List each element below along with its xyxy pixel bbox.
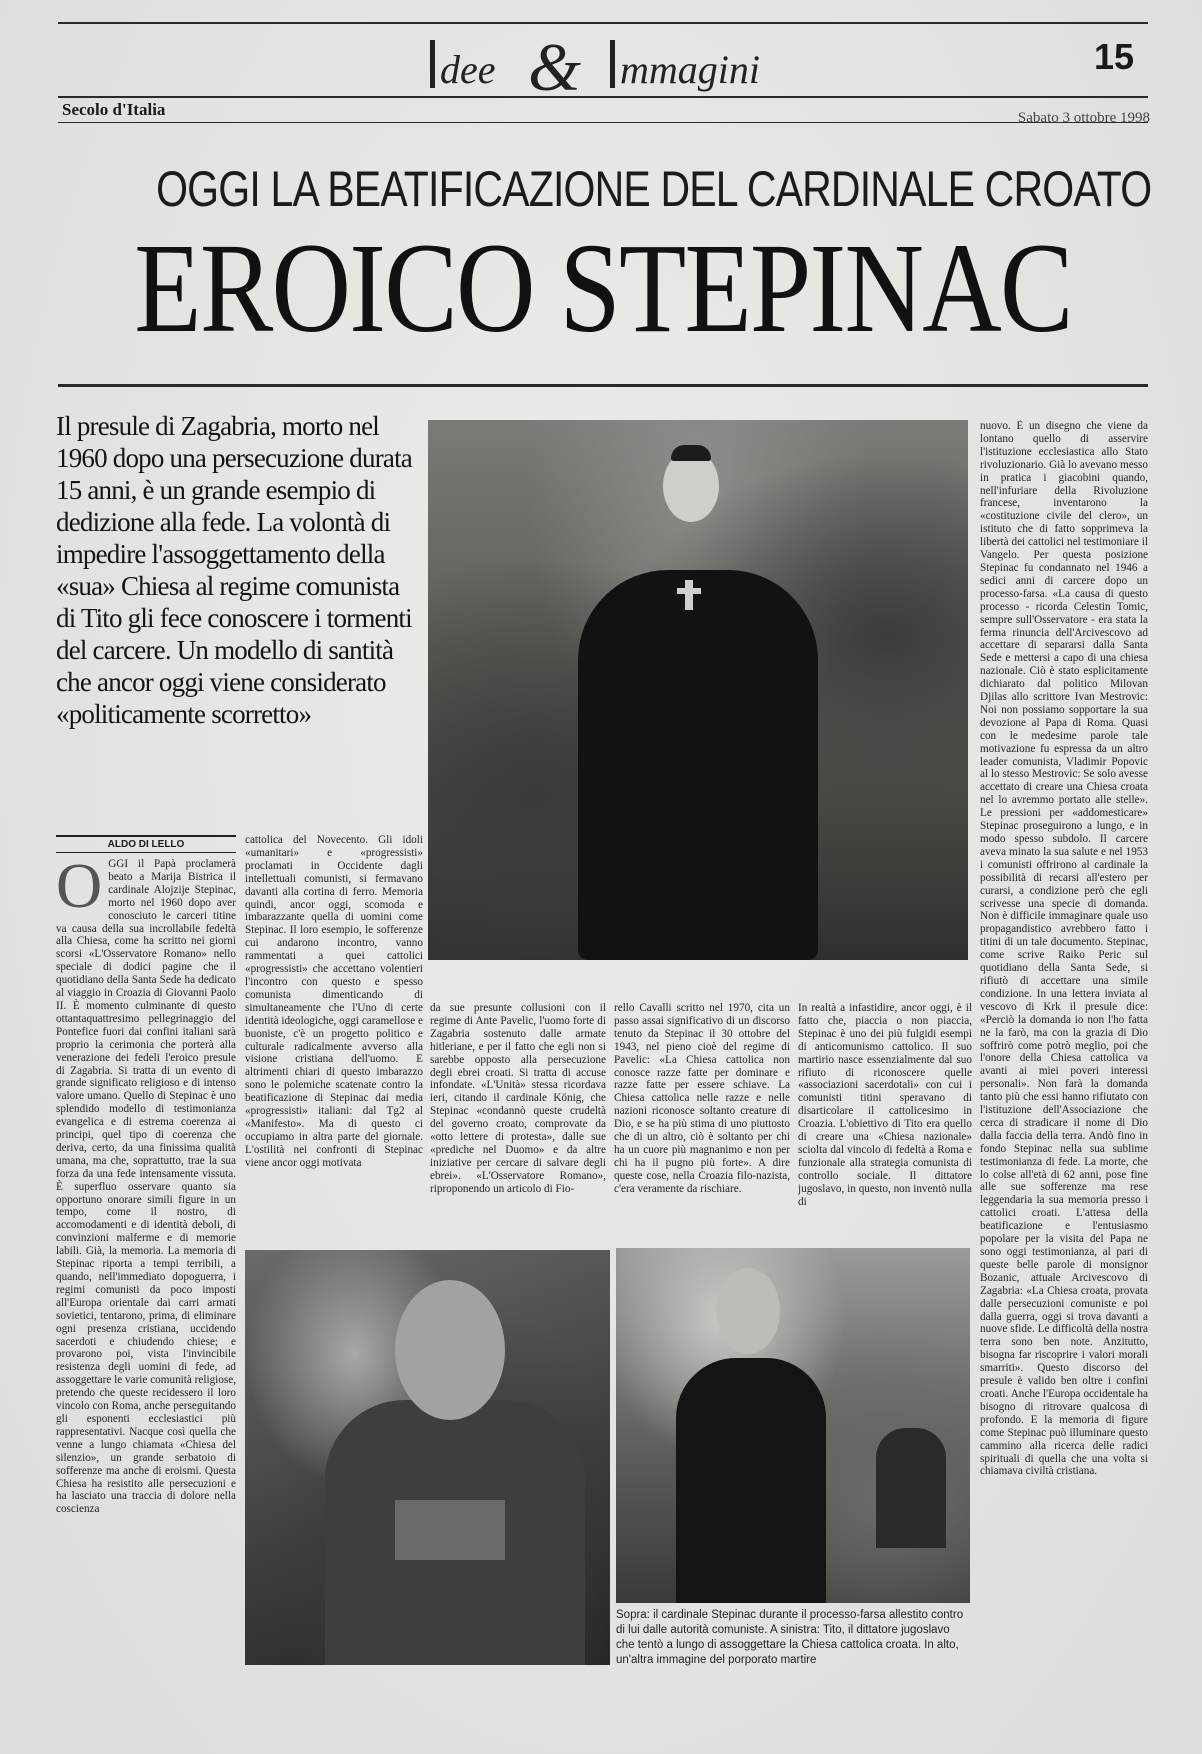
section-title	[430, 28, 790, 105]
drop-cap: O	[56, 858, 103, 921]
page-number: 15	[1094, 36, 1135, 77]
figure-cap	[671, 445, 711, 461]
headline-rule-bottom	[58, 384, 1148, 387]
article-column-3	[430, 1002, 606, 1239]
tito-head	[395, 1280, 505, 1420]
trial-figure-head	[716, 1268, 780, 1354]
photo-stepinac-trial	[616, 1248, 970, 1603]
column-6-text: nuovo. È un disegno che viene da lontano quello di asservire l'istituzione ecclesiastica allo Stato rivoluzionario. Già lo avevano messo in pratica i giacobini quando, nell'infuriare della Rivoluzione francese, inventarono la «costituzione civile del clero», un istituto che di fatto sopprimeva la libertà dei cattolici nel testimoniare il Vangelo. Per questa posizione Stepinac fu condannato nel 1946 a sedici anni di carcere dopo un processo-farsa. «La causa di questo processo - ricorda Celestin Tomic, sempre sull'Osservatore - era stata la ferma rinuncia dell'Arcivescovo ad accettare di separarsi dalla Santa Sede e mettersi a capo di una chiesa nazionale. Ciò è stato esplicitamente dichiarato dal politico Milovan Djilas allo scrittore Ivan Mestrovic: Noi non possiamo sopportare la sua devozione al Papa di Roma. Quasi con le medesime parole tale motivazione fu espressa da un altro leader comunista, Vladimir Popovic al lo stesso Mestrovic: Se solo avesse accettato di creare una Chiesa croata nel lo avremmo portato alle stelle». Le pressioni per «addomesticare» Stepinac proseguirono a lungo, e in modo spesso subdolo. Il carcere aveva minato la sua salute e nel 1953 i comunisti offrirono al cardinale la possibilità di recarsi all'estero per curarsi, a condizione però che egli scrivesse una specie di domanda. Non è difficile immaginare quale uso propagandistico avrebbero fatto i titini di un tale documento. Stepinac, come scrive Raiko Peric sul quotidiano della Santa Sede, si rifiutò di accettare una simile condizione. In una lettera inviata al vescovo di Krk il presule dice: «Perciò la domanda io non l'ho fatta ne la farò, ma con la grazia di Dio soffrirò come potrò meglio, poi che l'onore della Chiesa cattolica va avanti ai miei poveri interessi personali». Non farà la domanda tanto più che essi hanno rifiutato con l'istituzione dell'Associazione che cerca di stradicare il nome di Dio dalla faccia della terra. Andò fino in fondo Stepinac nella sua sublime testimonianza di fede. La morte, che lo colse all'età di 62 anni, pose fine alle sue sofferenze ma rese leggendaria la sua memoria presso i cattolici croati. L'attesa della beatificazione e l'entusiasmo popolare per la visita del Papa ne sono oggi testimonianza, al pari di queste belle parole di monsignor Bozanic, attuale Arcivescovo di Zagabria: «La Chiesa croata, provata dalle persecuzioni comuniste e poi dalla guerra, oggi si trova davanti a nuove sfide. Le difficoltà della nostra terra sono ben note. Anzitutto, bisogna far riscoprire i valori morali smarriti». Questo discorso del presule è valido ben oltre i confini croati. Anche l'Europa occidentale ha bisogno di ritrovare qualcosa di profondo. E la memoria di figure come Stepinac può illuminare questo cammino alla ricerca delle radici spirituali di quella che una volta si chiamava civiltà cristiana.	[980, 420, 1148, 1478]
article-column-2	[245, 834, 423, 1239]
figure-cassock	[578, 570, 818, 960]
issue-date: Sabato 3 ottobre 1998	[1017, 110, 1150, 126]
column-3-text: da sue presunte collusioni con il regime di Ante Pavelic, l'uomo forte di Zagabria sostenuto dalle armate hitleriane, e per il fatto che egli non si sarebbe opposto alla persecuzione degli ebrei croati. Si tratta di accuse infondate. «L'Unità» stessa ricordava ieri, citando il cardinale König, che Stepinac «condannò queste crudeltà del governo croato, comprovate da «otto lettere di protesta», dalle sue «prediche nel Duomo» e da altre iniziative per cercare di salvare degli ebrei». «L'Osservatore Romano», riproponendo un articolo di Fio-	[430, 1002, 606, 1195]
main-headline: EROICO STEPINAC	[134, 217, 1072, 359]
article-column-4	[614, 1002, 790, 1239]
kicker-headline: OGGI LA BEATIFICAZIONE DEL CARDINALE CROATO	[156, 161, 1152, 217]
byline: ALDO DI LELLO	[56, 835, 236, 853]
pectoral-cross-bar	[677, 588, 701, 594]
photo-caption: Sopra: il cardinale Stepinac durante il processo-farsa allestito contro di lui dalle autorità comuniste. A sinistra: Tito, il dittatore jugoslavo che tentò a lungo di assoggettare la Chiesa cattolica croata. In alto, un'altra immagine del porporato martire	[616, 1609, 964, 1666]
column-1-text: GGI il Papà proclamerà beato a Marija Bistrica il cardinale Alojzije Stepinac, morto nel 1960 dopo aver conosciuto le carceri titine va causa della sua incrollabile fedeltà alla Chiesa, come ha scritto nei giorni scorsi «L'Osservatore Romano» nello speciale di dodici pagine che il quotidiano della Santa Sede ha dedicato al viaggio in Croazia di Giovanni Paolo II. È momento culminante di questo ottantaquattresimo pellegrinaggio del Pontefice fuori dai confini italiani sarà proprio la cerimonia che porterà alla venerazione dei fedeli l'eroico presule di Zagabria. Si tratta di un evento di grande significato religioso e di intenso valore umano. Quello di Stepinac è uno splendido modello di testimonianza evangelica e di estrema coerenza ai principi, quel tipo di coerenza che deriva, certo, da una finissima qualità umana, ma che, soprattutto, trae la sua forza da una fede intensamente vissuta. È superfluo osservare quanto sia opportuno onorare simili figure in un tempo, come il nostro, di accomodamenti e di identità deboli, di convinzioni malferme e di memorie labili. Già, la memoria. La memoria di Stepinac riporta a tempi terribili, a quando, nell'immediato dopoguerra, i regimi comunisti da poco imposti all'Europa orientale dai carri armati sovietici, tentarono, prima, di eliminare ogni presenza cristiana, uccidendo sacerdoti e chiudendo chiese; e provarono poi, vista l'invincibile resistenza degli uomini di fede, ad assoggettare le varie comunità religiose, pretendo che queste recidessero il loro vincolo con Roma, anche perseguitando gli esponenti ecclesiastici più rappresentativi. Nacque così quella che venne a lungo chiamata «Chiesa del silenzio», un grande serbatoio di sofferenze ma anche di eroismi. Questa Chiesa ha resistito alle persecuzioni e ha lasciato una traccia di dolore nella coscienza	[56, 858, 236, 1516]
article-column-6	[980, 420, 1148, 1740]
trial-background-figure	[876, 1428, 946, 1548]
lede-paragraph: Il presule di Zagabria, morto nel 1960 dopo una persecuzione durata 15 anni, è un grande esempio di dedizione alla fede. La volontà di impedire l'assoggettamento della «sua» Chiesa al regime comunista di Tito gli fece conoscere i tormenti del carcere. Un modello di santità che ancor oggi viene considerato «politicamente scorretto»	[56, 411, 412, 729]
section-title-word2: mmagini	[620, 47, 760, 92]
pectoral-cross	[685, 580, 693, 610]
column-2-text: cattolica del Novecento. Gli idoli «umanitari» e «progressisti» proclamati in Occidente dagli intellettuali comunisti, si fermavano davanti alla cortina di ferro. Memoria quindi, ancor oggi, scomoda e imbarazzante quella di uomini come Stepinac. Il loro esempio, le sofferenze cui andarono incontro, vanno rammentati a quei cattolici «progressisti» che accettano volentieri l'incontro con questo e spesso comunista dimenticando di simultaneamente che l'Uno di certe identità ideologiche, oggi caramellose e buoniste, c'è un progetto politico e culturale radicalmente avverso alla visione cristiana dell'uomo. E altrimenti chiari di questo imbarazzo sono le polemiche scatenate contro la beatificazione di Stepinac dai media «progressisti» italiani: dal Tg2 al «Manifesto». Ma di questo ci occupiamo in altra parte del giornale. L'ostilità nei confronti di Stepinac viene ancor oggi motivata	[245, 834, 423, 1169]
column-5-text: In realtà a infastidire, ancor oggi, è il fatto che, piaccia o non piaccia, Stepinac è uno dei più fulgidi esempi di anticomunismo cattolico. Il suo martirio nasce essenzialmente dal suo rifiuto di riconoscere quelle «associazioni sacerdotali» con cui i comunisti titini speravano di disarticolare il cattolicesimo in Croazia. L'obiettivo di Tito era quello di creare una «Chiesa nazionale» sciolta dal vincolo di fedeltà a Roma e funzionale alla strategia comunista di controllo sociale. Il dittatore jugoslavo, in questo, non inventò nulla di	[798, 1002, 972, 1208]
article-column-5	[798, 1002, 972, 1239]
column-4-text: rello Cavalli scritto nel 1970, cita un passo assai significativo di un discorso tenuto da Stepinac il 30 ottobre del 1943, nel pieno cioè del regime di Pavelic: «La Chiesa cattolica non conosce razze fatte per dominare e razze fatte per essere schiave. La Chiesa cattolica nelle razze e nelle nazioni riconosce soltanto creature di Dio, e se ha più stima di uno piuttosto che di un altro, ciò è soltanto per chi ha un cuore più magnanimo e non per chi ha il pugno più forte». A dire queste cose, nella Croazia filo-nazista, c'era veramente da rischiare.	[614, 1002, 790, 1195]
article-column-1	[56, 858, 236, 1738]
tito-medals	[395, 1500, 505, 1560]
photo-cardinal-stepinac	[428, 420, 968, 960]
section-title-word1: dee	[440, 47, 496, 92]
photo-tito	[245, 1250, 610, 1665]
section-title-ampersand: &	[528, 29, 581, 105]
trial-figure-body	[676, 1358, 826, 1603]
masthead: Secolo d'Italia	[62, 100, 166, 119]
header-rule-top	[58, 22, 1148, 24]
